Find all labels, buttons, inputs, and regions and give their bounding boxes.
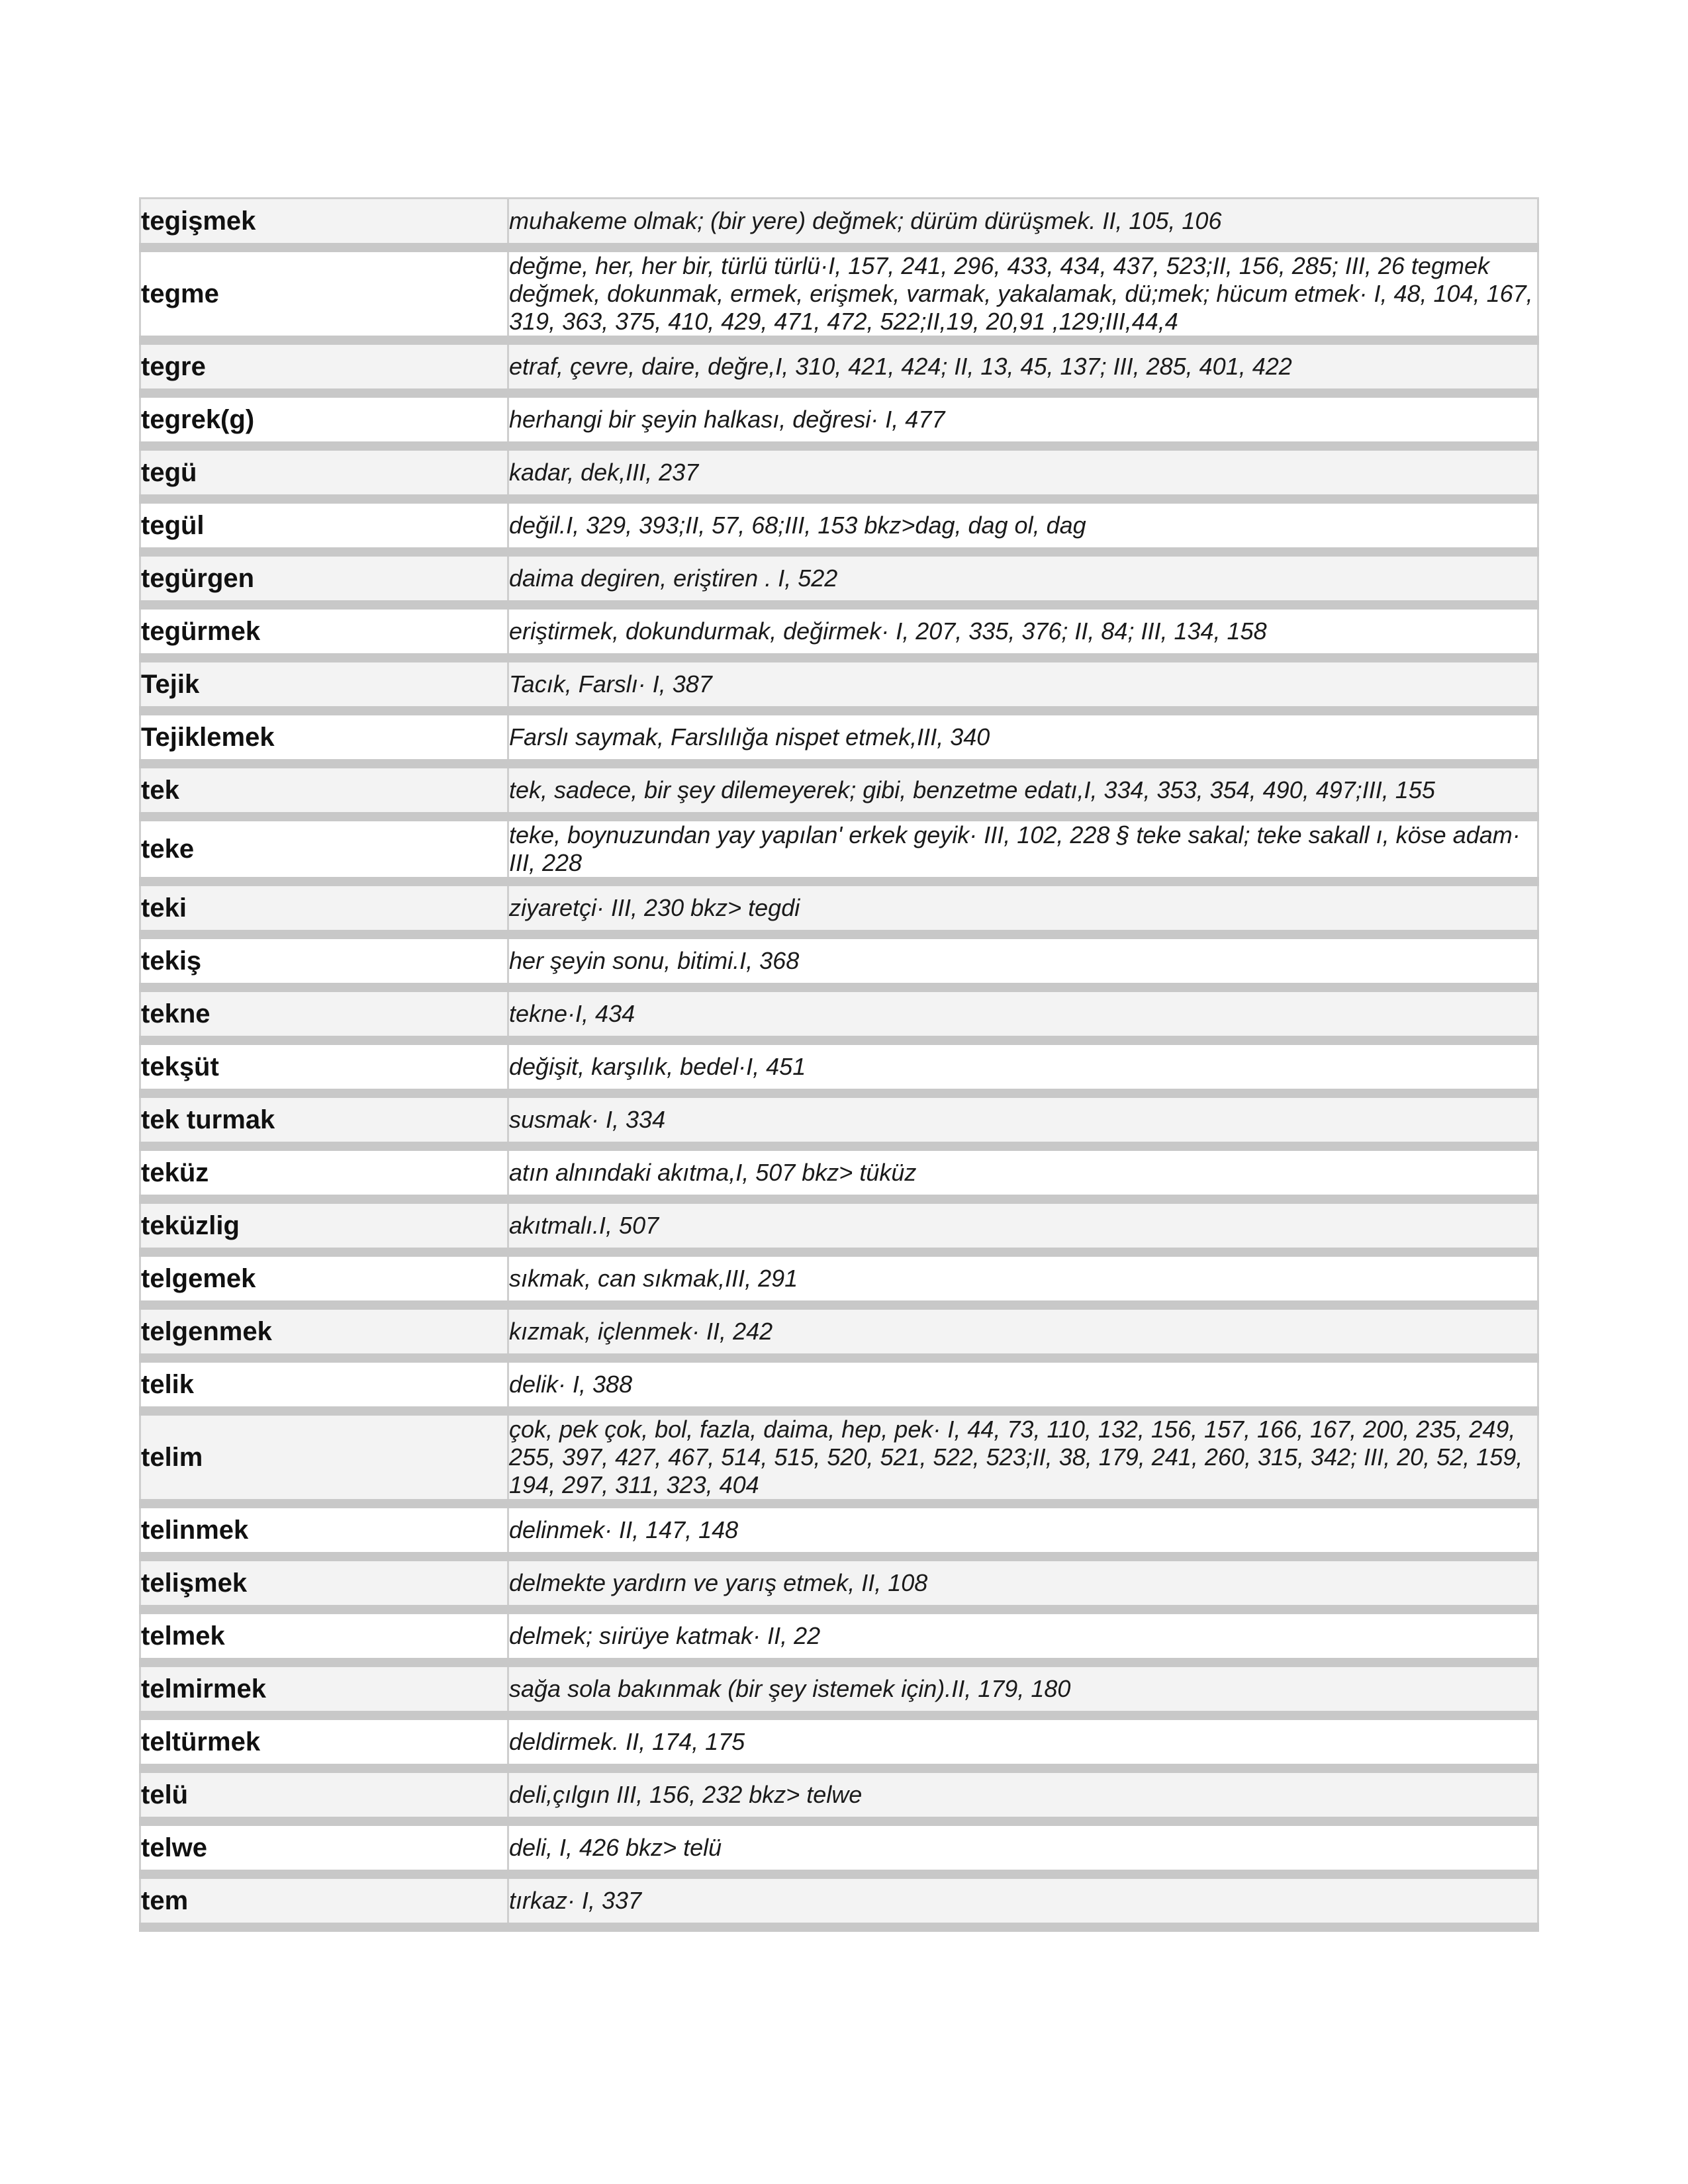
table-row [140, 1093, 1538, 1146]
table-row [140, 199, 1538, 248]
definition-cell: akıtmalı.I, 507 [508, 1199, 1538, 1252]
term-cell: tegrek(g) [140, 393, 508, 446]
definition-cell: delinmek· II, 147, 148 [508, 1504, 1538, 1557]
table-row [140, 248, 1538, 340]
definition-cell: tek, sadece, bir şey dilemeyerek; gibi, benzetme edatı,I, 334, 353, 354, 490, 497;III, 155 [508, 764, 1538, 817]
term-cell: telwe [140, 1821, 508, 1874]
definition-cell: kızmak, içlenmek· II, 242 [508, 1305, 1538, 1358]
table-row [140, 934, 1538, 987]
definition-cell: susmak· I, 334 [508, 1093, 1538, 1146]
term-cell: telgemek [140, 1252, 508, 1305]
table-row [140, 340, 1538, 393]
term-cell: tegürmek [140, 605, 508, 658]
table-row [140, 1305, 1538, 1358]
definition-cell: sağa sola bakınmak (bir şey istemek için).II, 179, 180 [508, 1662, 1538, 1715]
definition-cell: delik· I, 388 [508, 1358, 1538, 1411]
table-row [140, 1199, 1538, 1252]
table-row [140, 764, 1538, 817]
definition-cell: eriştirmek, dokundurmak, değirmek· I, 207, 335, 376; II, 84; III, 134, 158 [508, 605, 1538, 658]
definition-cell: değişit, karşılık, bedel·I, 451 [508, 1040, 1538, 1093]
term-cell: Tejik [140, 658, 508, 711]
term-cell: telgenmek [140, 1305, 508, 1358]
term-cell: tekiş [140, 934, 508, 987]
definition-cell: değil.I, 329, 393;II, 57, 68;III, 153 bkz>dag, dag ol, dag [508, 499, 1538, 552]
term-cell: telü [140, 1768, 508, 1821]
term-cell: teküz [140, 1146, 508, 1199]
table-row [140, 1504, 1538, 1557]
definition-cell: sıkmak, can sıkmak,III, 291 [508, 1252, 1538, 1305]
definition-cell: teke, boynuzundan yay yapılan' erkek geyik· III, 102, 228 § teke sakal; teke sakall ı, köse adam· III, 228 [508, 817, 1538, 882]
table-row [140, 817, 1538, 882]
term-cell: teke [140, 817, 508, 882]
definition-cell: ziyaretçi· III, 230 bkz> tegdi [508, 882, 1538, 934]
term-cell: tem [140, 1874, 508, 1927]
table-row [140, 393, 1538, 446]
term-cell: tekne [140, 987, 508, 1040]
term-cell: telişmek [140, 1557, 508, 1610]
table-row [140, 1411, 1538, 1504]
definition-cell: herhangi bir şeyin halkası, değresi· I, 477 [508, 393, 1538, 446]
table-row [140, 1252, 1538, 1305]
definition-cell: değme, her, her bir, türlü türlü·I, 157, 241, 296, 433, 434, 437, 523;II, 156, 285; III, 26 tegmek değmek, dokunmak, ermek, erişmek, varmak, yakalamak, dü;mek; hücum etmek· I, 48, 104, 167, 319, 363, 375, 410, 429, 471, 472, 522;II,19, 20,91 ,129;III,44,4 [508, 248, 1538, 340]
term-cell: tegme [140, 248, 508, 340]
table-row [140, 711, 1538, 764]
term-cell: Tejiklemek [140, 711, 508, 764]
term-cell: tegişmek [140, 199, 508, 248]
term-cell: telmek [140, 1610, 508, 1662]
table-row [140, 499, 1538, 552]
term-cell: teltürmek [140, 1715, 508, 1768]
term-cell: tek turmak [140, 1093, 508, 1146]
definition-cell: tekne·I, 434 [508, 987, 1538, 1040]
definition-cell: etraf, çevre, daire, değre,I, 310, 421, 424; II, 13, 45, 137; III, 285, 401, 422 [508, 340, 1538, 393]
term-cell: tegre [140, 340, 508, 393]
glossary-table [139, 197, 1539, 1932]
term-cell: tek [140, 764, 508, 817]
definition-cell: her şeyin sonu, bitimi.I, 368 [508, 934, 1538, 987]
table-row [140, 446, 1538, 499]
term-cell: telim [140, 1411, 508, 1504]
table-row [140, 605, 1538, 658]
table-row [140, 1874, 1538, 1927]
table-row [140, 1768, 1538, 1821]
definition-cell: Farslı saymak, Farslılığa nispet etmek,III, 340 [508, 711, 1538, 764]
table-row [140, 1715, 1538, 1768]
term-cell: telik [140, 1358, 508, 1411]
table-row [140, 552, 1538, 605]
definition-cell: Tacık, Farslı· I, 387 [508, 658, 1538, 711]
term-cell: tegürgen [140, 552, 508, 605]
table-row [140, 1557, 1538, 1610]
term-cell: teküzlig [140, 1199, 508, 1252]
definition-cell: muhakeme olmak; (bir yere) değmek; dürüm dürüşmek. II, 105, 106 [508, 199, 1538, 248]
table-row [140, 1358, 1538, 1411]
table-row [140, 882, 1538, 934]
table-row [140, 1610, 1538, 1662]
definition-cell: deldirmek. II, 174, 175 [508, 1715, 1538, 1768]
term-cell: tegü [140, 446, 508, 499]
definition-cell: tırkaz· I, 337 [508, 1874, 1538, 1927]
definition-cell: deli,çılgın III, 156, 232 bkz> telwe [508, 1768, 1538, 1821]
definition-cell: delmek; sıirüye katmak· II, 22 [508, 1610, 1538, 1662]
definition-cell: daima degiren, eriştiren . I, 522 [508, 552, 1538, 605]
table-row [140, 987, 1538, 1040]
term-cell: telmirmek [140, 1662, 508, 1715]
table-row [140, 1821, 1538, 1874]
table-row [140, 1662, 1538, 1715]
definition-cell: delmekte yardırn ve yarış etmek, II, 108 [508, 1557, 1538, 1610]
term-cell: telinmek [140, 1504, 508, 1557]
definition-cell: kadar, dek,III, 237 [508, 446, 1538, 499]
glossary-body [140, 199, 1538, 1928]
term-cell: teki [140, 882, 508, 934]
definition-cell: çok, pek çok, bol, fazla, daima, hep, pek· I, 44, 73, 110, 132, 156, 157, 166, 167, 200, 235, 249, 255, 397, 427, 467, 514, 515, 520, 521, 522, 523;II, 38, 179, 241, 260, 315, 342; III, 20, 52, 159, 194, 297, 311, 323, 404 [508, 1411, 1538, 1504]
table-row [140, 658, 1538, 711]
definition-cell: deli, I, 426 bkz> telü [508, 1821, 1538, 1874]
term-cell: tekşüt [140, 1040, 508, 1093]
table-row [140, 1146, 1538, 1199]
term-cell: tegül [140, 499, 508, 552]
table-row [140, 1040, 1538, 1093]
definition-cell: atın alnındaki akıtma,I, 507 bkz> tüküz [508, 1146, 1538, 1199]
